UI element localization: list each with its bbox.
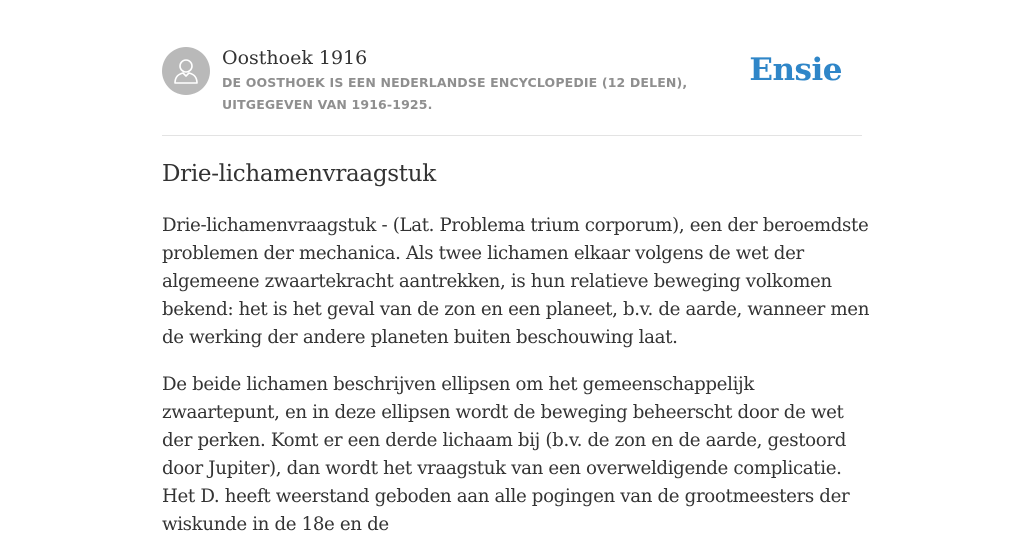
source-header (162, 0, 862, 136)
entry-paragraph: Drie-lichamenvraagstuk - (Lat. Problema trium corporum), een der beroemdste problemen der mechanica. Als twee lichamen elkaar volgens de wet der algemeene zwaartekracht aantrekken, is hun relatieve beweging volkomen bekend: het is het geval van de zon en een planeet, b.v. de aarde, wanneer men de werking der andere planeten buiten beschouwing laat. (162, 215, 870, 348)
page (162, 0, 870, 535)
entry-paragraph: De beide lichamen beschrijven ellipsen om het gemeenschappelijk zwaartepunt, en in deze ellipsen wordt de beweging beheerscht door de wet der perken. Komt er een derde lichaam bij (b.v. de zon en de aarde, gestoord door Jupiter), dan wordt het vraagstuk van een overweldigende complicatie. Het D. heeft weerstand geboden aan alle pogingen van de grootmeesters der wiskunde in de 18e en de (162, 374, 850, 535)
source-avatar[interactable] (162, 47, 210, 95)
user-icon (162, 47, 210, 95)
source-description: DE OOSTHOEK IS EEN NEDERLANDSE ENCYCLOPEDIE (12 DELEN), UITGEGEVEN VAN 1916-1925. (222, 75, 688, 112)
source-title[interactable]: Oosthoek 1916 (222, 47, 368, 69)
entry-title: Drie-lichamenvraagstuk (162, 161, 436, 187)
brand-logo[interactable]: Ensie (749, 52, 842, 88)
